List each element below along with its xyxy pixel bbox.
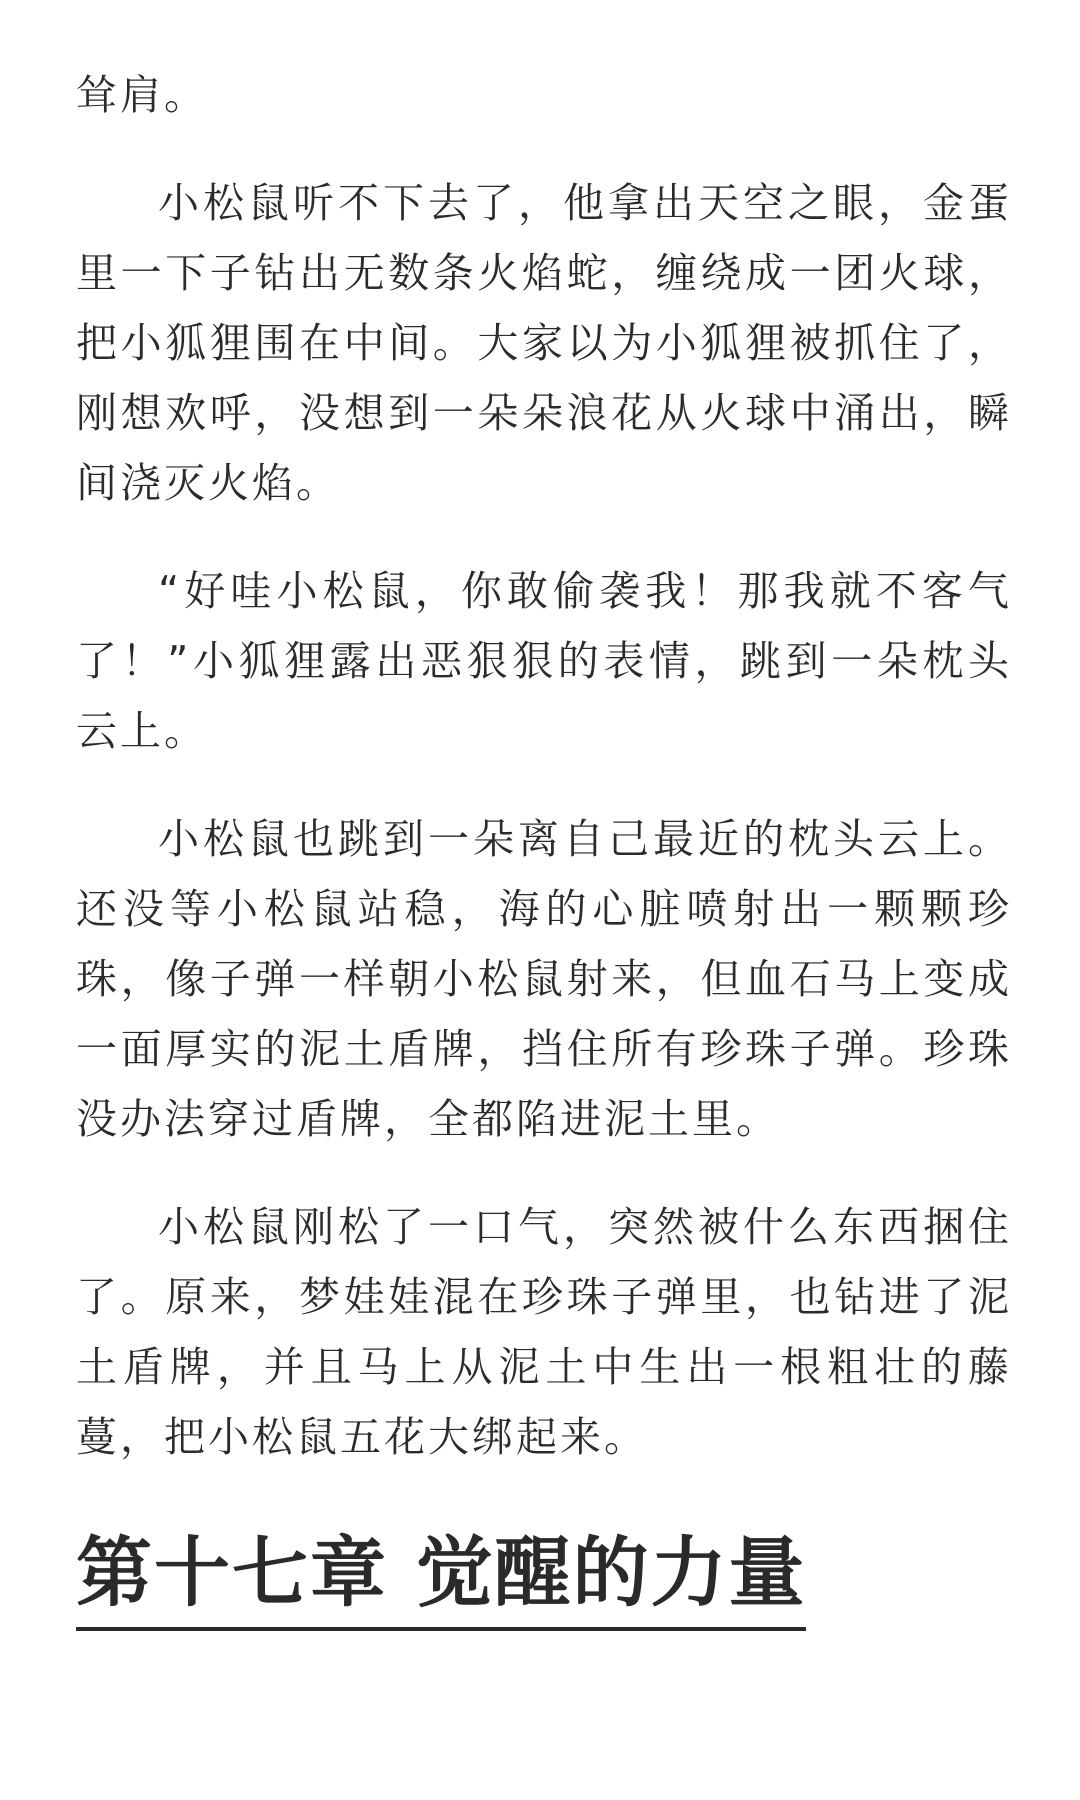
chapter-heading: 第十七章 觉醒的力量 [76, 1525, 806, 1631]
story-text [76, 60, 1012, 1510]
paragraph: 小松鼠刚松了一口气，突然被什么东西捆住了。原来，梦娃娃混在珍珠子弹里，也钻进了泥土盾牌，并且马上从泥土中生出一根粗壮的藤蔓，把小松鼠五花大绑起来。 [76, 1203, 1012, 1461]
paragraph: “好哇小松鼠，你敢偷袭我！那我就不客气了！”小狐狸露出恶狠狠的表情，跳到一朵枕头云上。 [76, 567, 1012, 755]
paragraph: 小松鼠也跳到一朵离自己最近的枕头云上。还没等小松鼠站稳，海的心脏喷射出一颗颗珍珠，像子弹一样朝小松鼠射来，但血石马上变成一面厚实的泥土盾牌，挡住所有珍珠子弹。珍珠没办法穿过盾牌，全都陷进泥土里。 [76, 815, 1012, 1143]
paragraph-continuation: 耸肩。 [76, 71, 208, 119]
paragraph: 小松鼠听不下去了，他拿出天空之眼，金蛋里一下子钻出无数条火焰蛇，缠绕成一团火球，把小狐狸围在中间。大家以为小狐狸被抓住了，刚想欢呼，没想到一朵朵浪花从火球中涌出，瞬间浇灭火焰。 [76, 179, 1012, 507]
